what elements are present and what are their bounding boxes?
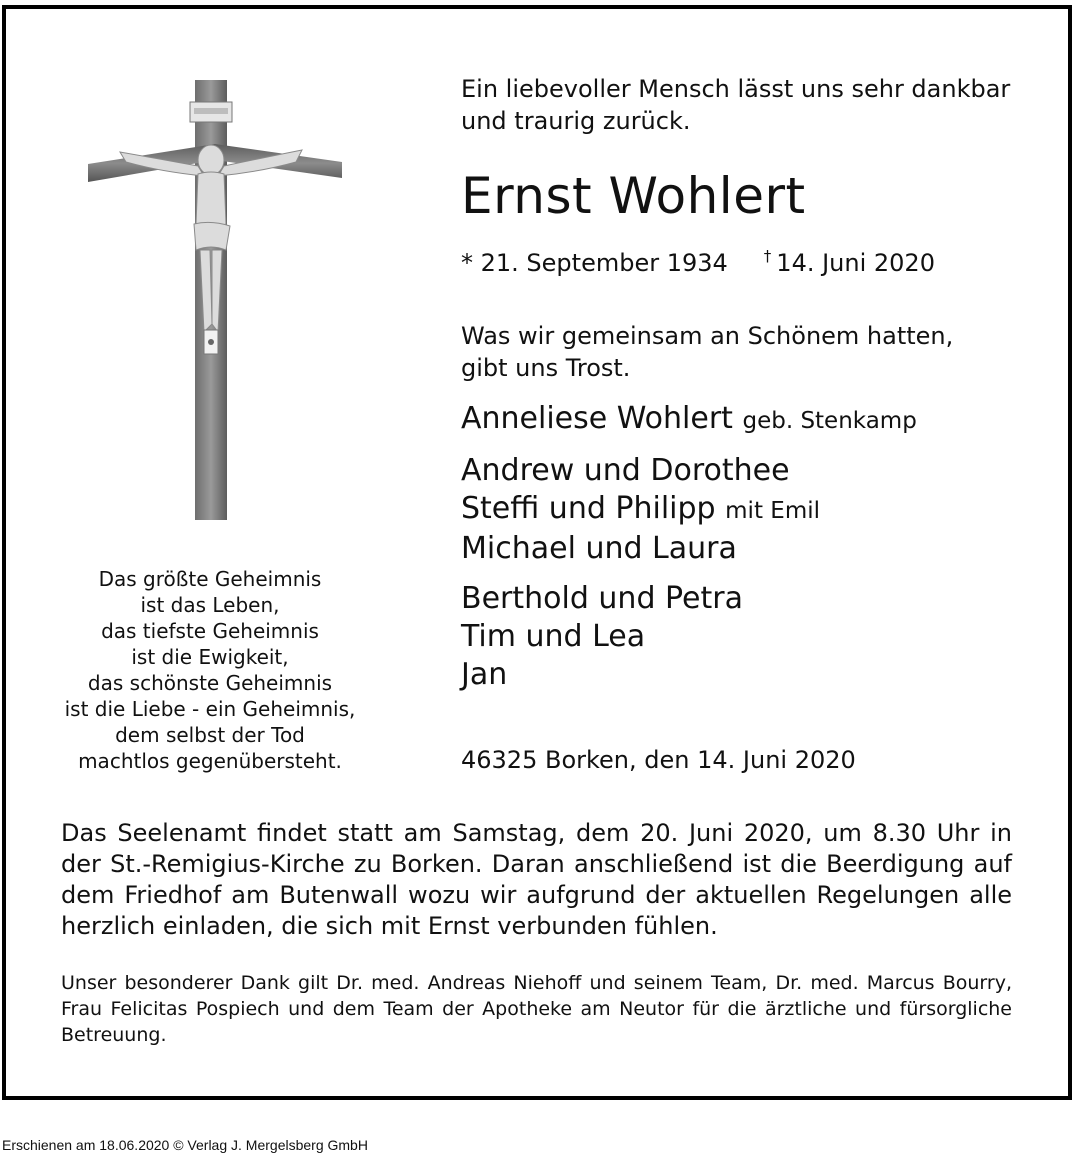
intro-line: Ein liebevoller Mensch lässt uns sehr dankbar	[461, 75, 1011, 103]
cross-icon: †	[763, 247, 772, 265]
poem-line: dem selbst der Tod	[115, 723, 305, 747]
comfort-text	[461, 320, 953, 384]
intro-line: und traurig zurück.	[461, 107, 691, 135]
thanks-paragraph: Unser besonderer Dank gilt Dr. med. Andreas Niehoff und seinem Team, Dr. med. Marcus Bourry, Frau Felicitas Pospiech und dem Team der Apotheke am Neutor für die ärztliche und fürsorgliche Betreuung.	[61, 972, 1012, 1046]
spouse-name: Anneliese Wohlert	[461, 401, 733, 436]
family-line: Michael und Laura	[461, 531, 737, 566]
crucifix-image	[80, 74, 350, 524]
death-date: 14. Juni 2020	[776, 249, 935, 277]
death-date-wrapper	[764, 249, 935, 277]
poem-line: das schönste Geheimnis	[87, 671, 333, 695]
family-siblings	[461, 580, 743, 694]
family-children	[461, 452, 820, 568]
comfort-line: gibt uns Trost.	[461, 354, 631, 382]
family-line-suffix: mit Emil	[725, 498, 820, 524]
poem-line: Das größte Geheimnis	[98, 567, 322, 591]
comfort-line: Was wir gemeinsam an Schönem hatten,	[461, 322, 954, 350]
family-line: Steffi und Philipp	[461, 491, 716, 526]
spouse-suffix: geb. Stenkamp	[742, 408, 917, 434]
family-line: Jan	[461, 657, 508, 692]
family-line: Tim und Lea	[461, 619, 646, 654]
place-date: 46325 Borken, den 14. Juni 2020	[461, 746, 856, 774]
family-line: Berthold und Petra	[461, 581, 743, 616]
service-paragraph: Das Seelenamt findet statt am Samstag, dem 20. Juni 2020, um 8.30 Uhr in der St.-Remigius-Kirche zu Borken. Daran anschließend ist die Beerdigung auf dem Friedhof am Butenwall wozu wir aufgrund der aktuellen Regelungen alle herzlich einladen, die sich mit Ernst verbunden fühlen.	[61, 819, 1012, 940]
publication-footer: Erschienen am 18.06.2020 © Verlag J. Mergelsberg GmbH	[2, 1137, 368, 1153]
intro-text	[461, 73, 1010, 137]
poem-line: ist das Leben,	[140, 593, 280, 617]
poem-line: ist die Liebe - ein Geheimnis,	[64, 697, 356, 721]
poem-line: machtlos gegenübersteht.	[78, 749, 342, 773]
family-line: Andrew und Dorothee	[461, 453, 790, 488]
family-line-2	[461, 490, 820, 530]
family-spouse	[461, 400, 917, 440]
deceased-name: Ernst Wohlert	[461, 167, 806, 225]
life-dates	[461, 240, 935, 279]
poem-line: ist die Ewigkeit,	[131, 645, 289, 669]
poem-line: das tiefste Geheimnis	[101, 619, 319, 643]
poem	[40, 566, 380, 774]
birth-date: * 21. September 1934	[461, 249, 728, 277]
